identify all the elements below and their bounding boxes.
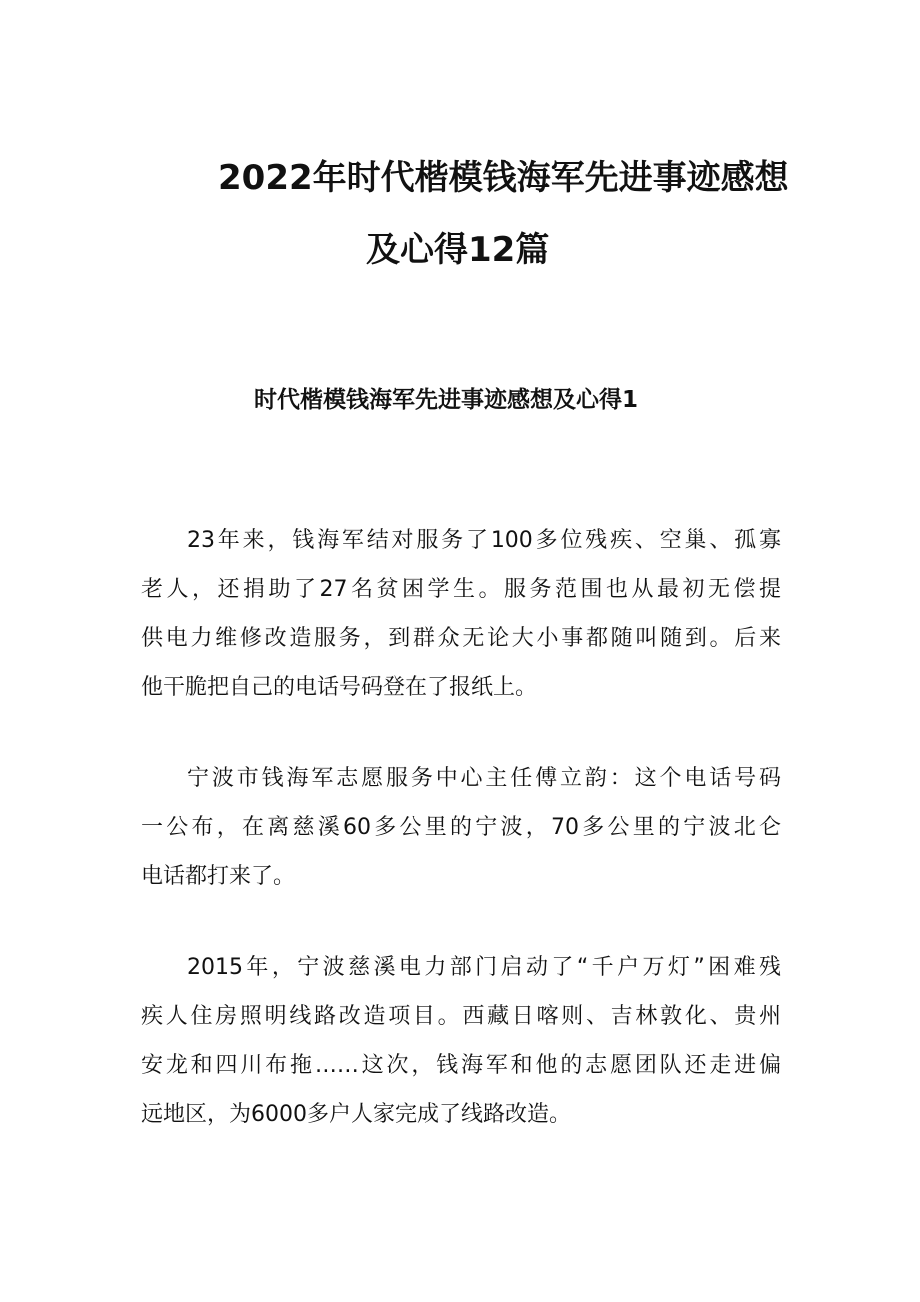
paragraph-line: 供电力维修改造服务，到群众无论大小事都随叫随到。后来 (141, 626, 781, 651)
section-heading: 时代楷模钱海军先进事迹感想及心得1 (254, 387, 639, 413)
paragraph (141, 754, 781, 901)
paragraph-line: 宁波市钱海军志愿服务中心主任傅立韵：这个电话号码 (187, 766, 781, 791)
paragraph-line: 老人，还捐助了27名贫困学生。服务范围也从最初无偿提 (141, 577, 781, 602)
paragraph-line: 2015年，宁波慈溪电力部门启动了“千户万灯”困难残 (187, 955, 781, 980)
paragraph-line: 他干脆把自己的电话号码登在了报纸上。 (141, 675, 538, 700)
paragraph-line: 远地区，为6000多户人家完成了线路改造。 (141, 1102, 571, 1127)
document-title-line-2: 及心得12篇 (366, 230, 550, 270)
paragraph-line: 一公布，在离慈溪60多公里的宁波，70多公里的宁波北仑 (141, 815, 781, 840)
paragraph-line: 安龙和四川布拖……这次，钱海军和他的志愿团队还走进偏 (141, 1053, 781, 1078)
paragraph-line: 23年来，钱海军结对服务了100多位残疾、空巢、孤寡 (187, 528, 781, 553)
paragraph (141, 943, 781, 1139)
document-title-line-1: 2022年时代楷模钱海军先进事迹感想 (218, 158, 789, 198)
paragraph-line: 电话都打来了。 (141, 864, 296, 889)
paragraph-line: 疾人住房照明线路改造项目。西藏日喀则、吉林敦化、贵州 (141, 1004, 781, 1029)
paragraph (141, 516, 781, 712)
